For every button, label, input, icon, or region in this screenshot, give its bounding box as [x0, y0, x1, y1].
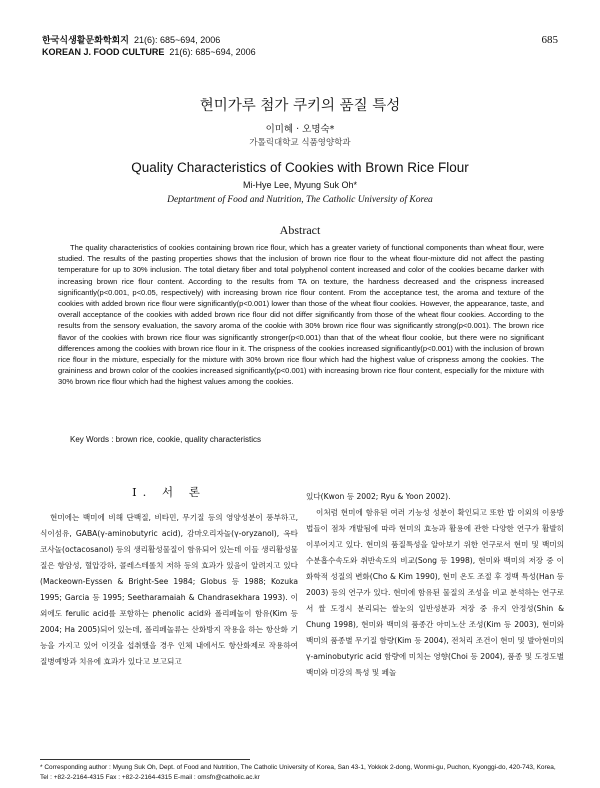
body-paragraph: 이처럼 현미에 함유된 여러 기능성 성분이 확인되고 또한 밥 이외의 이용방법들이 점차 개발됨에 따라 현미의 효능과 활용에 관한 다양한 연구가 활발히 이루어지고 있다. 현미의 품질특성을 알아보기 위한 연구로서 현미 및 백미의 수분흡수속도와 취반속도의 비교(Song 등 1998), 현미와 백미의 저장 중 이화학적 성질의 변화(Cho & Kim 1990), 현미 온도 조절 후 정백 특성(Han 등 2003) 등의 연구가 있다. 현미에 함유된 물질의 조성을 비교 분석하는 연구로서 쌀 도정시 분리되는 쌀눈의 일반성분과 저장 중 유지 안정성(Shin & Chung 1998), 현미와 백미의 품종간 아미노산 조성(Kim 등 2003), 현미와 백미의 품종별 무기질 함량(Kim 등 2004), 전처리 조건이 현미 및 발아현미의 γ-aminobutyric acid 함량에 미치는 영향(Choi 등 2004), 품종 및 도정도별 백미와 미강의 특성 및 페놀 — [306, 508, 564, 677]
page-number: 685 — [541, 34, 558, 46]
paper-title-en: Quality Characteristics of Cookies with Brown Rice Flour — [131, 160, 469, 175]
abstract-heading: Abstract — [279, 223, 321, 237]
body-column-left — [40, 484, 298, 670]
footnote: * Corresponding author : Myung Suk Oh, Dept. of Food and Nutrition, The Catholic University of Korea, San 43-1, Yokkok 2-dong, Wonmi-gu, Puchon, Kyonggi-do, 420-743, Korea, Tel : +82-2-2164-4315 Fax : +82-2-2164-4315 E-mail : omsfn@catholic.ac.kr — [40, 764, 556, 781]
journal-citation-ko: 21(6): 685~694, 2006 — [133, 35, 221, 45]
affiliation-en: Deptartment of Food and Nutrition, The Catholic University of Korea — [167, 195, 433, 205]
journal-citation-en: 21(6): 685~694, 2006 — [169, 47, 256, 57]
body-paragraph-continued: 있다(Kwon 등 2002; Ryu & Yoon 2002). — [306, 492, 451, 501]
journal-name-ko: 한국식생활문화학회지 — [42, 35, 129, 45]
paper-title-ko: 현미가루 첨가 쿠키의 품질 특성 — [199, 98, 401, 114]
body-paragraph: 현미에는 백미에 비해 단백질, 비타민, 무기질 등의 영양성분이 풍부하고, 식이섬유, GABA(γ-aminobutyric acid), 감마오리자놀(γ-oryzanol), 옥타코사놀(octacosanol) 등의 생리활성물질이 함유되어 있는데 이들 생리활성물질은 항암성, 혈압강하, 콜레스테롤치 저하 등의 효과가 있음이 알려지고 있다(Mackeown-Eyssen & Bright-See 1984; Globus 등 1988; Kozuka 1995; Garcia 등 1995; Seetharamaiah & Chandrasekhara 1993). 이 외에도 ferulic acid를 포함하는 phenolic acid와 폴리페놀이 함유(Kim 등 2004; Ha 2005)되어 있는데, 폴리페놀류는 산화방지 작용을 하는 항산화 기능을 가지고 있어 이것을 섭취했을 경우 인체 내에서도 항산화제로 작용하여 질병예방과 치유에 효과가 있다고 보고되고 — [40, 513, 298, 666]
section-heading: I. 서 론 — [132, 485, 206, 499]
authors-ko: 이미혜 · 오명숙* — [265, 124, 335, 135]
footnote-divider — [40, 759, 250, 760]
journal-header — [42, 34, 256, 58]
journal-name-en: KOREAN J. FOOD CULTURE — [42, 47, 165, 57]
abstract-text: The quality characteristics of cookies containing brown rice flour, which has a greater variety of functional components than wheat flour, were studied. The results of the pasting properties shows that the inclusion of brown rice flour to the wheat flour-mixture did not affect the pasting temperature for up to 30% inclusion. The total dietary fiber and total polyphenol content increased and color of the cookies became darker with increasing brown rice flour content. According to the results from TA on texture, the hardness decreased and the crispness increased significantly(p<0.001, p<0.05, respectively) with increasing brown rice flour content. From the acceptance test, the aroma and texture of the cookies with added brown rice flour were significantly(p<0.001) lower than those of the wheat flour cookies. However, the appearance, taste, and overall acceptance of the cookies with added brown rice flour did not differ significantly from those of the wheat flour cookies. According to the results from the sensory evaluation, the savory aroma of the cookie with 30% brown rice flour was significantly strong(p<0.001). The brown rice flavor of the cookies with brown rice flour was significantly stronger(p<0.001) than that of the wheat flour cookie, but there were no significant differences among the cookies with brown rice flour in it. The crispness of the cookies increased significantly(p<0.001) with the inclusion of brown rice flour in the mixture, especially for the mixture with 30% brown rice flour which had the highest value of crispness among the cookies. The graininess and brown color of the cookies increased significantly(p<0.001) with increasing brown rice flour content, especially for the mixture with 30% brown rice flour which had the highest values among the cookies. — [58, 243, 544, 387]
affiliation-ko: 가톨릭대학교 식품영양학과 — [249, 138, 351, 148]
keywords: Key Words : brown rice, cookie, quality characteristics — [70, 435, 262, 444]
authors-en: Mi-Hye Lee, Myung Suk Oh* — [242, 180, 358, 190]
body-column-right — [306, 489, 564, 681]
